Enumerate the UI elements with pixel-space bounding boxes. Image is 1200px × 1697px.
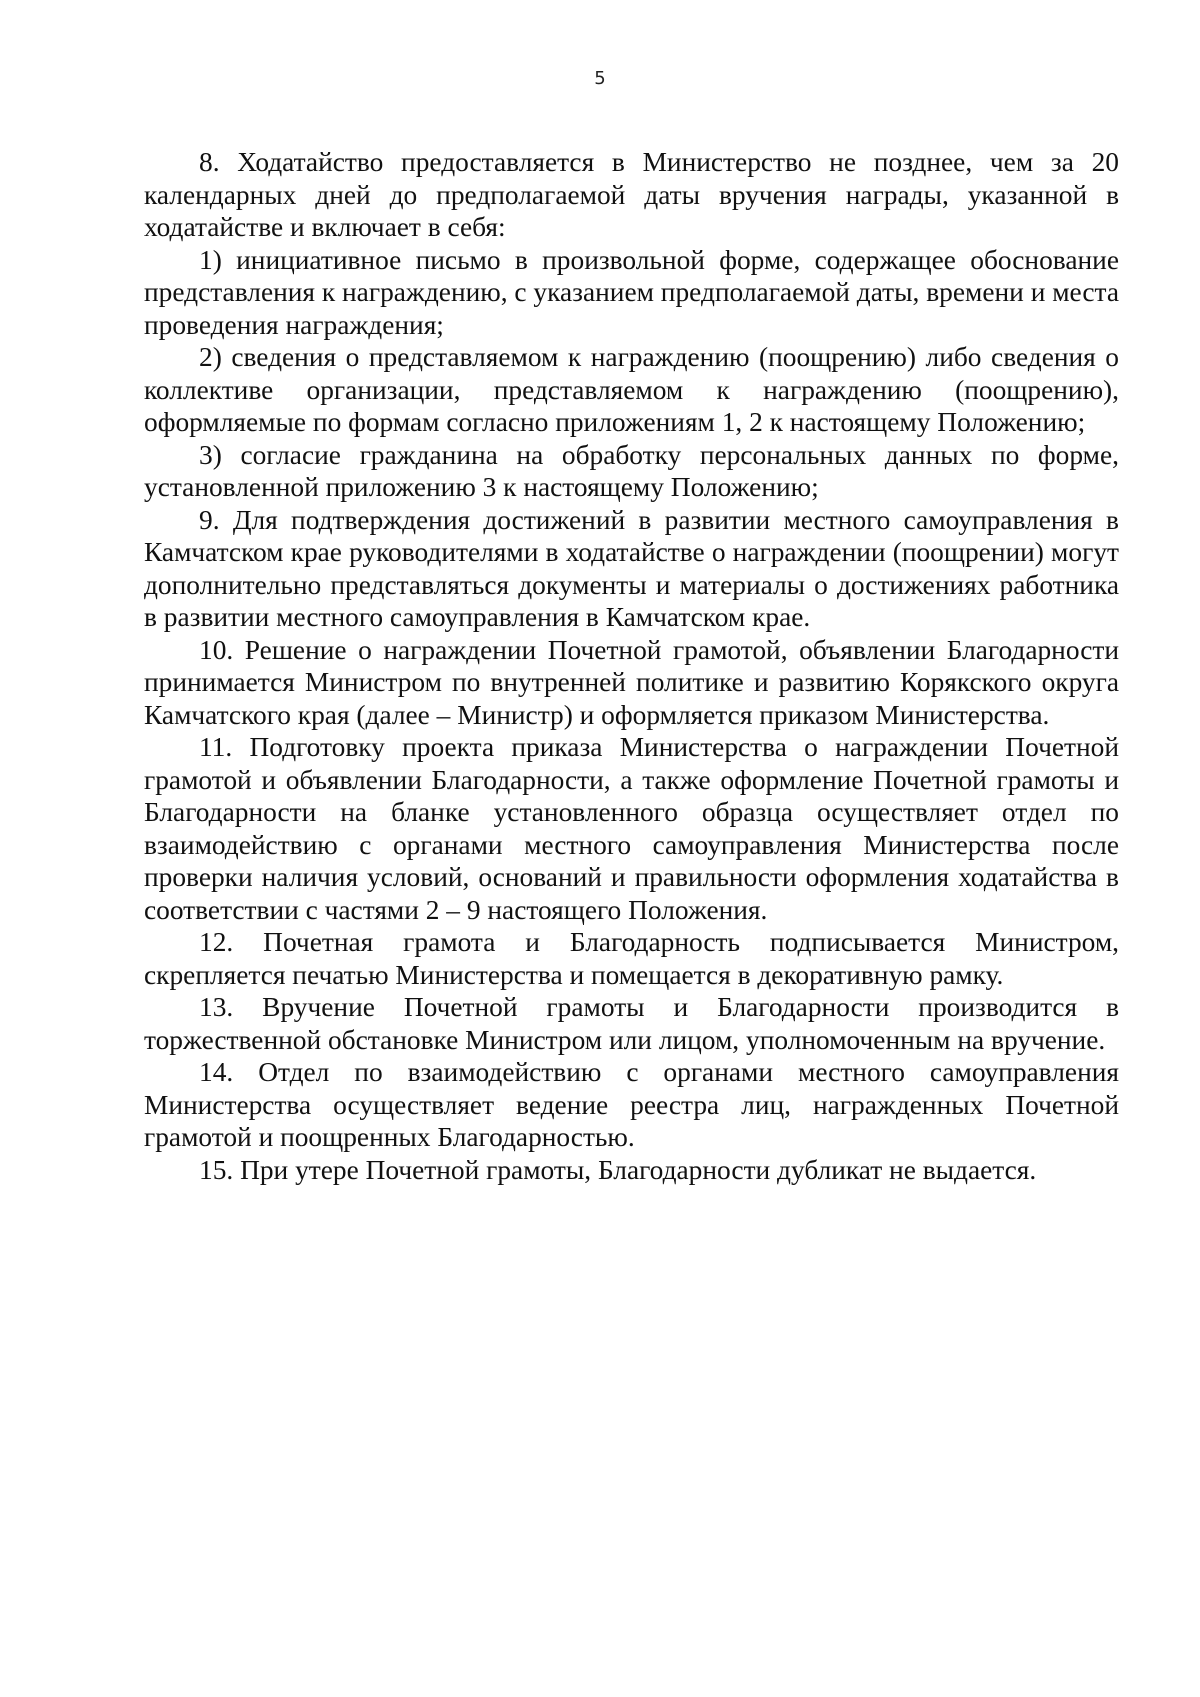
paragraph-11: 11. Подготовку проекта приказа Министерства о награждении Почетной грамотой и объявлении Благодарности, а также оформление Почетной грамоты и Благодарности на бланке установленного образца осуществляет отдел по взаимодействию с органами местного самоуправления Министерства после проверки наличия условий, оснований и правильности оформления ходатайства в соответствии с частями 2 – 9 настоящего Положения. — [144, 732, 1119, 925]
paragraph-8-item-1: 1) инициативное письмо в произвольной форме, содержащее обоснование представления к награждению, с указанием предполагаемой даты, времени и места проведения награждения; — [144, 244, 1119, 340]
paragraph-13: 13. Вручение Почетной грамоты и Благодарности производится в торжественной обстановке Министром или лицом, уполномоченным на вручение. — [144, 992, 1119, 1055]
paragraph-10: 10. Решение о награждении Почетной грамотой, объявлении Благодарности принимается Министром по внутренней политике и развитию Корякского округа Камчатского края (далее – Министр) и оформляется приказом Министерства. — [144, 634, 1119, 730]
paragraph-8: 8. Ходатайство предоставляется в Министерство не позднее, чем за 20 календарных дней до предполагаемой даты вручения награды, указанной в ходатайстве и включает в себя: — [144, 147, 1119, 242]
paragraph-8-item-3: 3) согласие гражданина на обработку персональных данных по форме, установленной приложению 3 к настоящему Положению; — [144, 439, 1119, 502]
paragraph-9: 9. Для подтверждения достижений в развитии местного самоуправления в Камчатском крае руководителями в ходатайстве о награждении (поощрении) могут дополнительно представляться документы и материалы о достижениях работника в развитии местного самоуправления в Камчатском крае. — [144, 504, 1119, 632]
paragraph-15: 15. При утере Почетной грамоты, Благодарности дубликат не выдается. — [199, 1154, 1037, 1185]
paragraph-12: 12. Почетная грамота и Благодарность подписывается Министром, скрепляется печатью Министерства и помещается в декоративную рамку. — [144, 927, 1119, 990]
page-number: 5 — [594, 68, 606, 89]
paragraph-14: 14. Отдел по взаимодействию с органами местного самоуправления Министерства осуществляет ведение реестра лиц, награжденных Почетной грамотой и поощренных Благодарностью. — [144, 1057, 1119, 1152]
document-body — [144, 146, 1119, 1186]
paragraph-8-item-2: 2) сведения о представляемом к награждению (поощрению) либо сведения о коллективе организации, представляемом к награждению (поощрению), оформляемые по формам согласно приложениям 1, 2 к настоящему Положению; — [144, 342, 1119, 437]
